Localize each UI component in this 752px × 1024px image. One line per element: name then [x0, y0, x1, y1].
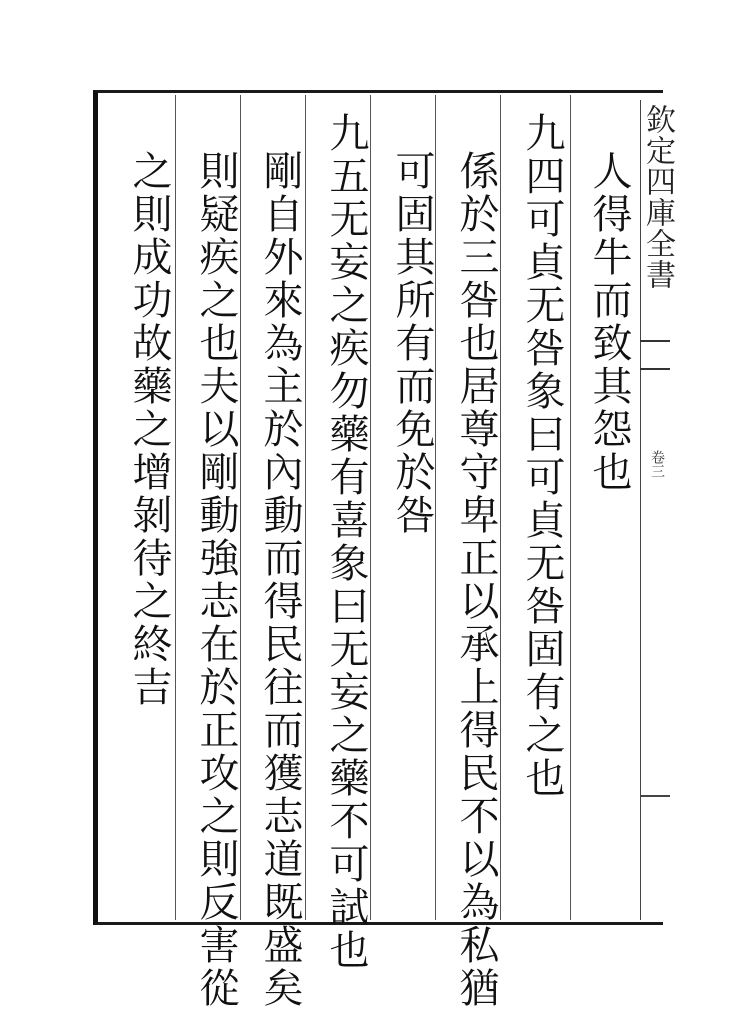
column-rule	[570, 95, 571, 920]
text-column-1: 人得牛而致其怨也	[586, 150, 632, 494]
margin-bracket	[640, 340, 670, 370]
margin-line	[640, 795, 670, 797]
column-rule	[500, 95, 501, 920]
column-rule	[240, 95, 241, 920]
text-column-7: 則疑疾之也夫以剛動強志在於正攻之則反害從	[193, 150, 239, 1010]
text-column-4: 可固其所有而免於咎	[389, 150, 435, 537]
text-column-8: 之則成功故藥之增剝待之終吉	[126, 150, 172, 709]
text-column-5: 九五无妄之疾勿藥有喜象曰无妄之藥不可試也	[323, 112, 369, 972]
margin-title: 欽定四庫全書	[640, 104, 675, 290]
margin-juan: 卷三	[649, 450, 665, 478]
column-rule	[175, 95, 176, 920]
text-column-2: 九四可貞无咎象曰可貞无咎固有之也	[519, 112, 565, 800]
text-column-6: 剛自外來為主於內動而得民往而獲志道既盛矣	[257, 150, 303, 1010]
column-rule	[370, 95, 371, 920]
page-frame	[93, 90, 663, 925]
column-rule	[305, 95, 306, 920]
text-column-3: 係於三咎也居尊守卑正以承上得民不以為私猶	[453, 150, 499, 1010]
